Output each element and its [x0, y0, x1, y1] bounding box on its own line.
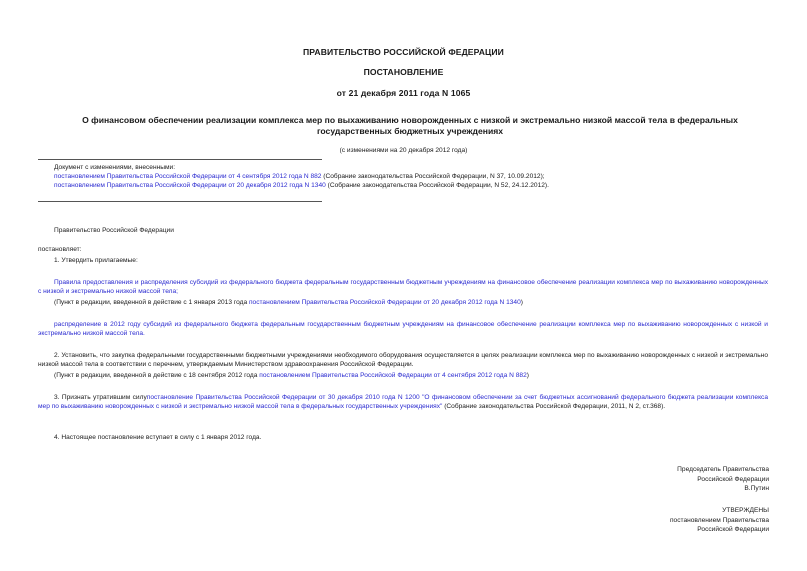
- changes-block: [54, 163, 774, 190]
- note-text: ): [520, 299, 523, 306]
- change-item: [54, 181, 774, 190]
- distribution-link[interactable]: распределение в 2012 году субсидий из федерального бюджета федеральным государственным бюджетным учреждениям на финансовое обеспечение реализации комплекса мер по выхаживанию новорожденных с низкой и экстремально низкой массой тела.: [38, 321, 768, 338]
- change-source: (Собрание законодательства Российской Федерации, N 37, 10.09.2012);: [321, 173, 545, 180]
- note-link-882[interactable]: постановлением Правительства Российской Федерации от 4 сентября 2012 года N 882: [259, 372, 527, 379]
- paragraph-3: [38, 393, 768, 411]
- paragraph-1a-note: [54, 298, 523, 307]
- paragraph-1: 1. Утвердить прилагаемые:: [54, 257, 138, 264]
- document-title: [60, 115, 760, 137]
- note-link-1340[interactable]: постановлением Правительства Российской Федерации от 20 декабря 2012 года N 1340: [248, 299, 521, 306]
- issuer: Правительство Российской Федерации: [54, 227, 174, 234]
- signature-country: Российской Федерации: [697, 475, 769, 483]
- changes-top-rule: [38, 159, 322, 160]
- paragraph-2-note: [54, 371, 529, 380]
- paragraph-2: 2. Установить, что закупка федеральными государственными бюджетными учреждениями необходимого оборудования осуществляется в целях реализации комплекса мер по выхаживанию новорожденных с низкой и экстремально низкой массой тела в соответствии с перечнем, утверждаемым Министерством здравоохранения Российской Федерации.: [38, 352, 768, 369]
- paragraph-4: 4. Настоящее постановление вступает в силу с 1 января 2012 года.: [54, 434, 262, 441]
- repealed-decree-link[interactable]: постановление Правительства Российской Федерации от 30 декабря 2010 года N 1200 "О финансовом обеспечении за счет бюджетных ассигнований федерального бюджета реализации комплекса мер по выхаживанию новорожденных с низкой и экстремально низкой массой тела в федеральных государственных учреждениях": [38, 394, 768, 411]
- note-text: (Пункт в редакции, введенной в действие с 1 января 2013 года: [54, 299, 249, 306]
- approval-heading: УТВЕРЖДЕНЫ: [722, 507, 769, 514]
- approval-line-2: постановлением Правительства: [669, 516, 769, 524]
- paragraph-1b: [38, 320, 768, 338]
- change-link-1340[interactable]: постановлением Правительства Российской Федерации от 20 декабря 2012 года N 1340: [54, 182, 326, 189]
- title-line-2: государственных бюджетных учреждениях: [316, 126, 504, 136]
- edition-note: (с изменениями на 20 декабря 2012 года): [339, 147, 468, 154]
- title-line-1: О финансовом обеспечении реализации комплекса мер по выхаживанию новорожденных с низкой и экстремально низкой массой тела в федеральных: [82, 115, 738, 125]
- rules-link[interactable]: Правила предоставления и распределения субсидий из федерального бюджета федеральным государственным бюджетным учреждениям на финансовое обеспечение реализации комплекса мер по выхаживанию новорожденных с низкой и экстремально низкой массой тела;: [38, 279, 768, 296]
- decrees-word: постановляет:: [38, 246, 82, 253]
- change-link-882[interactable]: постановлением Правительства Российской Федерации от 4 сентября 2012 года N 882: [54, 173, 322, 180]
- paragraph-3-source: (Собрание законодательства Российской Федерации, 2011, N 2, ст.368).: [442, 403, 666, 411]
- changes-intro: Документ с изменениями, внесенными:: [54, 164, 176, 171]
- document-type: ПОСТАНОВЛЕНИЕ: [363, 67, 444, 77]
- change-item: [54, 172, 774, 181]
- note-text: (Пункт в редакции, введенной в действие с 18 сентября 2012 года: [54, 372, 260, 379]
- note-text: ): [526, 372, 529, 379]
- document-date-number: от 21 декабря 2011 года N 1065: [336, 88, 471, 98]
- government-heading: ПРАВИТЕЛЬСТВО РОССИЙСКОЙ ФЕДЕРАЦИИ: [303, 47, 504, 57]
- signature-position: Председатель Правительства: [677, 466, 769, 473]
- change-source: (Собрание законодательства Российской Федерации, N 52, 24.12.2012).: [325, 182, 549, 189]
- approval-block: [670, 506, 769, 535]
- signature-block: [677, 465, 769, 494]
- signature-name: В.Путин: [744, 485, 769, 493]
- paragraph-3-lead: 3. Признать утратившим силу: [54, 394, 147, 401]
- changes-bottom-rule: [38, 201, 322, 202]
- paragraph-1a: [38, 278, 768, 296]
- approval-line-3: Российской Федерации: [697, 526, 769, 534]
